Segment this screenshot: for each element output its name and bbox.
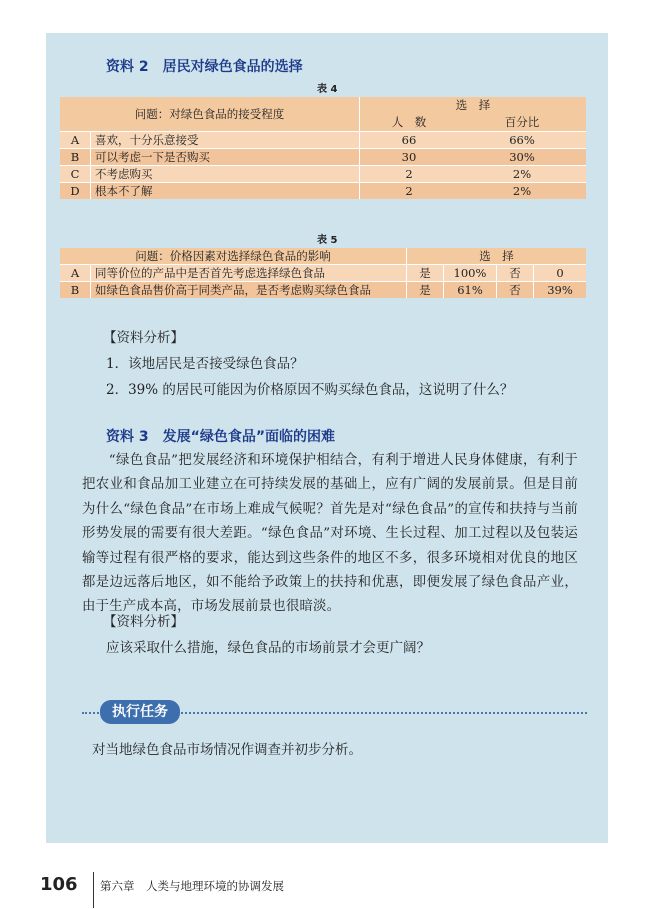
row-letter: A [60,132,91,149]
row-percent: 30% [458,149,586,166]
row-yes: 是 [407,282,444,299]
row-yes-percent: 61% [444,282,497,299]
row-count: 2 [360,183,459,200]
row-yes: 是 [407,265,444,282]
row-count: 2 [360,166,459,183]
table5-choice-header: 选 择 [407,248,587,265]
row-percent: 2% [458,183,586,200]
row-count: 30 [360,149,459,166]
table-row [60,282,586,299]
row-letter: B [60,149,91,166]
question-2: 2．39% 的居民可能因为价格原因不购买绿色食品，这说明了什么？ [106,382,514,398]
analysis-label: 【资料分析】 [103,330,184,346]
table4-choice-header: 选 择 [360,97,587,114]
table5 [60,248,586,298]
table4-col-count: 人 数 [360,114,459,132]
material2-heading: 资料 2 居民对绿色食品的选择 [106,59,303,75]
row-text: 同等价位的产品中是否首先考虑选择绿色食品 [91,265,407,282]
page-number: 106 [40,874,78,895]
material3-question: 应该采取什么措施，绿色食品的市场前景才会更广阔？ [106,640,430,656]
table4-col-percent: 百分比 [458,114,586,132]
row-text: 根本不了解 [91,183,360,200]
row-text: 如绿色食品售价高于同类产品，是否考虑购买绿色食品 [91,282,407,299]
row-letter: A [60,265,91,282]
row-no: 否 [497,282,534,299]
table4 [60,97,586,199]
table4-caption: 表 4 [317,84,338,95]
row-percent: 66% [458,132,586,149]
row-percent: 2% [458,166,586,183]
material3-heading: 资料 3 发展“绿色食品”面临的困难 [106,429,336,445]
row-text: 可以考虑一下是否购买 [91,149,360,166]
footer-divider [93,872,94,908]
row-letter: D [60,183,91,200]
table-row [60,183,586,200]
task-text: 对当地绿色食品市场情况作调查并初步分析。 [92,742,362,758]
task-badge: 执行任务 [100,700,180,724]
table-row [60,166,586,183]
row-yes-percent: 100% [444,265,497,282]
row-letter: B [60,282,91,299]
chapter-title: 第六章 人类与地理环境的协调发展 [100,879,284,893]
row-no-percent: 0 [534,265,587,282]
row-no-percent: 39% [534,282,587,299]
row-letter: C [60,166,91,183]
question-1: 1．该地居民是否接受绿色食品？ [106,356,304,372]
table5-question: 问题：价格因素对选择绿色食品的影响 [60,248,407,265]
row-no: 否 [497,265,534,282]
table4-question: 问题：对绿色食品的接受程度 [60,97,360,132]
material3-paragraph [82,449,578,620]
row-text: 不考虑购买 [91,166,360,183]
table-row [60,265,586,282]
analysis-label-2: 【资料分析】 [103,614,184,630]
table5-caption: 表 5 [317,235,338,246]
table-row [60,132,586,149]
row-text: 喜欢，十分乐意接受 [91,132,360,149]
table-row [60,149,586,166]
paragraph-text: “绿色食品”把发展经济和环境保护相结合，有利于增进人民身体健康，有利于把农业和食品加工业建立在可持续发展的基础上，应有广阔的发展前景。但是目前为什么“绿色食品”在市场上难成气候呢？首先是对“绿色食品”的宣传和扶持与当前形势发展的需要有很大差距。“绿色食品”对环境、生长过程、加工过程以及包装运输等过程有很严格的要求，能达到这些条件的地区不多，很多环境相对优良的地区都是边远落后地区，如不能给予政策上的扶持和优惠，即便发展了绿色食品产业，由于生产成本高，市场发展前景也很暗淡。 [82,453,578,615]
row-count: 66 [360,132,459,149]
